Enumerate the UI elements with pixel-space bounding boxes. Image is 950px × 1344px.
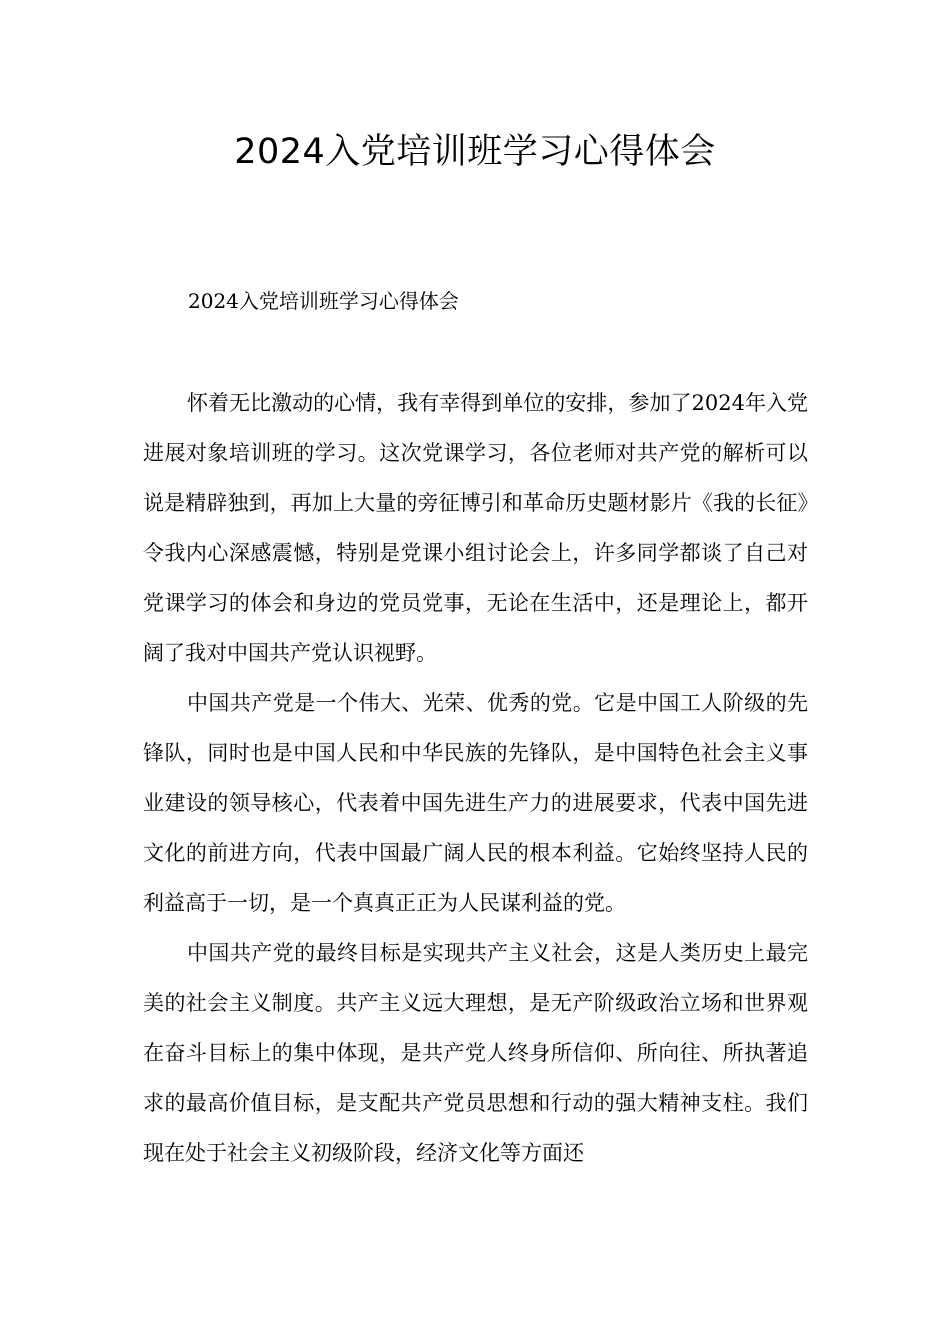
document-body [143,378,808,1178]
document-title: 2024入党培训班学习心得体会 [234,132,716,172]
paragraph-3: 中国共产党的最终目标是实现共产主义社会，这是人类历史上最完美的社会主义制度。共产主义远大理想，是无产阶级政治立场和世界观在奋斗目标上的集中体现，是共产党人终身所信仰、所向往、所执著追求的最高价值目标，是支配共产党员思想和行动的强大精神支柱。我们现在处于社会主义初级阶段，经济文化等方面还 [143,941,808,1165]
paragraph-1: 怀着无比激动的心情，我有幸得到单位的安排，参加了2024年入党进展对象培训班的学习。这次党课学习，各位老师对共产党的解析可以说是精辟独到，再加上大量的旁征博引和革命历史题材影片《我的长征》令我内心深感震憾，特别是党课小组讨论会上，许多同学都谈了自己对党课学习的体会和身边的党员党事，无论在生活中，还是理论上，都开阔了我对中国共产党认识视野。 [143,391,808,665]
paragraph-2: 中国共产党是一个伟大、光荣、优秀的党。它是中国工人阶级的先锋队，同时也是中国人民和中华民族的先锋队，是中国特色社会主义事业建设的领导核心，代表着中国先进生产力的进展要求，代表中国先进文化的前进方向，代表中国最广阔人民的根本利益。它始终坚持人民的利益高于一切，是一个真真正正为人民谋利益的党。 [143,691,808,915]
document-subtitle: 2024入党培训班学习心得体会 [188,289,459,313]
